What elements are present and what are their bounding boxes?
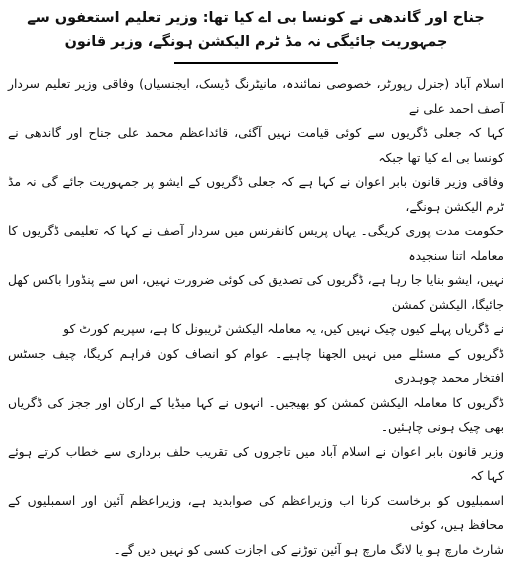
body-line: حکومت مدت پوری کریگی۔ یہاں پریس کانفرنس میں سردار آصف نے کہا کہ تعلیمی ڈگریوں کا معاملہ اتنا سنجیدہ (8, 219, 504, 268)
body-line: ڈگریوں کا معاملہ الیکشن کمشن کو بھیجیں۔ انہوں نے کہا میڈیا کے ارکان اور ججز کی ڈگریاں بھی چیک ہونی چاہئیں۔ (8, 391, 504, 440)
headline: جناح اور گاندھی نے کونسا بی اے کیا تھا: وزیر تعلیم استعفوں سے جمہوریت جائیگی نہ مڈ ٹرم الیکشن ہونگے، وزیر قانون (8, 6, 504, 54)
headline-divider (174, 62, 338, 64)
body-line: وزیر قانون بابر اعوان نے اسلام آباد میں تاجروں کی تقریب حلف برداری سے خطاب کرتے ہوئے کہا کہ (8, 440, 504, 489)
body-line: کہا کہ جعلی ڈگریوں سے کوئی قیامت نہیں آگئی، قائداعظم محمد علی جناح اور گاندھی نے کونسا بی اے کیا تھا جبکہ (8, 121, 504, 170)
body-line: نے ڈگریاں پہلے کیوں چیک نہیں کیں، یہ معاملہ الیکشن ٹریبونل کا ہے، سپریم کورٹ کو (8, 317, 504, 342)
body-line: وفاقی وزیر قانون بابر اعوان نے کہا ہے کہ جعلی ڈگریوں کے ایشو پر جمہوریت جائے گی نہ مڈ ٹرم الیکشن ہونگے، (8, 170, 504, 219)
article-body (8, 72, 504, 562)
body-line: نہیں، ایشو بنایا جا رہا ہے، ڈگریوں کی تصدیق کی کوئی ضرورت نہیں، اس سے پنڈورا باکس کھل جائیگا، الیکشن کمشن (8, 268, 504, 317)
body-line: شارٹ مارچ ہو یا لانگ مارچ ہو آئین توڑنے کی اجازت کسی کو نہیں دیں گے۔ (8, 538, 504, 562)
body-line: اسمبلیوں کو برخاست کرنا اب وزیراعظم کی صوابدید ہے، وزیراعظم آئین اور اسمبلیوں کے محافظ ہیں، کوئی (8, 489, 504, 538)
body-line: اسلام آباد (جنرل رپورٹر، خصوصی نمائندہ، مانیٹرنگ ڈیسک، ایجنسیاں) وفاقی وزیر تعلیم سردار آصف احمد علی نے (8, 72, 504, 121)
body-line: ڈگریوں کے مسئلے میں نہیں الجھنا چاہیے۔ عوام کو انصاف کون فراہم کریگا، چیف جسٹس افتخار محمد چوہدری (8, 342, 504, 391)
